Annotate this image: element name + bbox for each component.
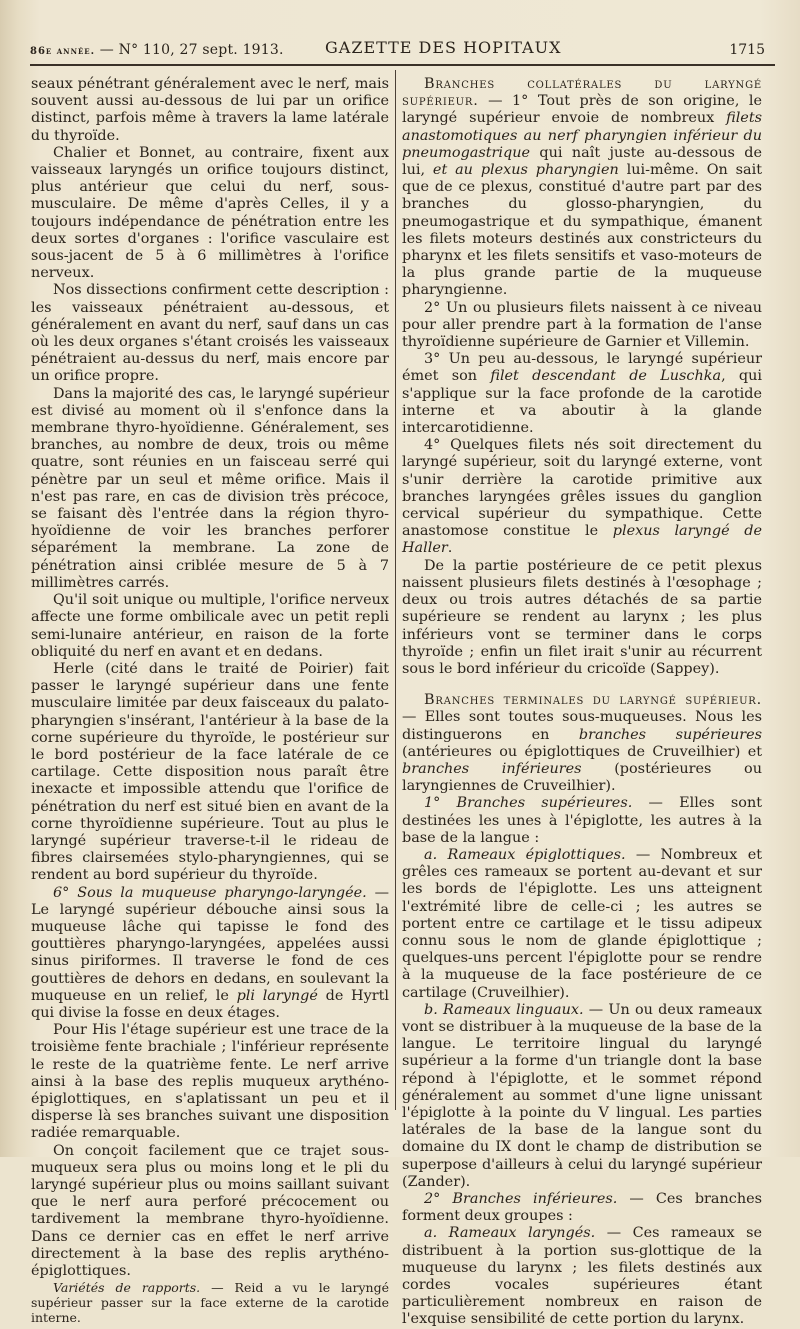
header-rule (30, 64, 775, 66)
sub-label: a. Rameaux épiglottiques. (424, 846, 626, 863)
paragraph-text: , qui s'applique sur la face profonde de la carotide interne et va aboutir à la glande intercarotidienne. (402, 368, 762, 437)
paragraph-text: (postérieures ou laryngiennes de Cruveilhier). (402, 760, 762, 795)
note-label: Variétés de rapports. (53, 1280, 201, 1296)
paragraph: Pour His l'étage supérieur est une trace de la troisième fente brachiale ; l'inférieur représente le reste de la quatrième fente. Le nerf arrive ainsi à la base des replis muqueux arythéno-épiglottiques, en s'aplatissant un peu et il disperse là ses branches suivant une disposition radiée remarquable. (31, 1022, 389, 1142)
paragraph-text: — Ces branches forment deux groupes : (402, 1191, 762, 1225)
term: branches inférieures (402, 760, 582, 777)
term: branches supérieures (578, 726, 762, 743)
paragraph-text: (antérieures ou épiglottiques de Cruveilhier) et (402, 743, 762, 760)
paragraph (402, 1225, 762, 1328)
term: et au plexus pharyngien (432, 162, 619, 179)
note-text: — Reid a vu le laryngé supérieur passer sur la face externe de la carotide interne. (31, 1280, 390, 1326)
paragraph-text: — Elles sont toutes sous-muqueuses. Nous les distinguerons en (402, 709, 762, 743)
paragraph-text: de Hyrtl qui divise la fosse en deux étages. (31, 987, 389, 1021)
issue-date: — N° 110, 27 sept. 1913. (99, 42, 284, 58)
right-column (402, 76, 762, 1329)
paragraph-text: — Ces rameaux se distribuent à la portion sus-glottique de la muqueuse du larynx ; les filets destinés aux cordes vocales supérieures étant particulièrement nombreux en raison de l'exquise sensibilité de cette portion du larynx. (402, 1225, 762, 1328)
column-divider (395, 70, 396, 1110)
paragraph-text: 4° Quelques filets nés soit directement du laryngé supérieur, soit du laryngé externe, vont s'unir derrière la carotide primitive aux branches laryngées grêles issues du ganglion cervical supérieur du sympathique. Cette anastomose constitue le (402, 437, 762, 540)
paragraph-text: qui naît juste au-dessous de lui, (402, 144, 762, 179)
section-spacer (402, 678, 762, 692)
paragraph-text: 1° Tout près de son origine, le laryngé supérieur envoie de nombreux (402, 93, 763, 127)
page-number: 1715 (729, 42, 765, 58)
paragraph-text: . (447, 540, 453, 557)
paragraph: seaux pénétrant généralement avec le nerf, mais souvent aussi au-dessous de lui par un orifice distinct, parfois même à travers la lame latérale du thyroïde. (31, 76, 389, 144)
left-column (31, 76, 389, 1325)
section-heading (402, 76, 762, 300)
paragraph-text: lui-même. On sait que de ce plexus, constitué d'autre part par des branches du glosso-pharyngien, du pneumogastrique et du sympathique, émanent les filets moteurs destinés aux constricteurs du pharynx et les filets sensitifs et vaso-moteurs de la plus grande partie de la muqueuse pharyngienne. (402, 162, 763, 299)
paragraph-text: — Nombreux et grêles ces rameaux se portent au-devant et sur les bords de l'épiglotte. Les uns atteignent l'extrémité libre de celle-ci ; les autres se portent entre ce cartilage et le tissu adipeux connu sous le nom de glande épiglottique ; quelques-uns percent l'épiglotte pour se rendre à la muqueuse de la face postérieure de ce cartilage (Cruveilhier). (402, 846, 762, 1001)
paragraph (402, 351, 762, 437)
paragraph: Herle (cité dans le traité de Poirier) fait passer le laryngé supérieur dans une fente musculaire limitée par deux faisceaux du palato-pharyngien s'insérant, l'antérieur à la base de la corne supérieure du thyroïde, le postérieur sur le bord postérieur de la face latérale de ce cartilage. Cette disposition nous paraît être inexacte et impossible attendu que l'orifice de pénétration du nerf est situé bien en avant de la corne thyroïdienne supérieure. Tout au plus le laryngé supérieur traverse-t-il le rideau de fibres clairsemées stylo-pharyngiennes, qui se rendent au bord supérieur du thyroïde. (31, 660, 389, 884)
paragraph: De la partie postérieure de ce petit plexus naissent plusieurs filets destinés à l'œsophage ; deux ou trois autres détachés de sa partie supérieure se rendent au larynx ; les plus inférieurs vont se terminer dans le corps thyroïde ; enfin un filet irait s'unir au récurrent sous le bord inférieur du cricoïde (Sappey). (402, 557, 762, 677)
paragraph: Chalier et Bonnet, au contraire, fixent aux vaisseaux laryngés un orifice toujours distinct, plus antérieur que celui du nerf, sous-musculaire. De même d'après Celles, il y a toujours indépendance de pénétration entre les deux sortes d'organes : l'orifice vasculaire est sous-jacent de 5 à 6 millimètres à l'orifice nerveux. (31, 144, 389, 282)
term: filets anastomotiques au nerf pharyngien inférieur du pneumogastrique (402, 110, 762, 161)
sub-label: b. Rameaux linguaux. (424, 1001, 584, 1018)
paragraph (31, 885, 389, 1023)
paragraph: 2° Un ou plusieurs filets naissent à ce niveau pour aller prendre part à la formation de l'anse thyroïdienne supérieure de Garnier et Villemin. (402, 299, 762, 351)
paragraph-text: — Un ou deux rameaux vont se distribuer à la muqueuse de la base de la langue. Le territoire lingual du laryngé supérieur a la forme d'un triangle dont la base répond à l'épiglotte, et le sommet répond généralement au sommet d'une ligne unissant l'épiglotte à la pointe du V lingual. Les parties latérales de la base de la langue sont du domaine du IX dont le champ de distribution se superpose d'ailleurs à celui du laryngé supérieur (Zander). (402, 1001, 762, 1190)
volume-label: 86e année. (30, 46, 96, 57)
section-label: 6° Sous la muqueuse pharyngo-laryngée. (53, 884, 367, 901)
term: plexus laryngé de Haller (402, 523, 762, 557)
paragraph (402, 847, 762, 1002)
sub-label: a. Rameaux laryngés. (424, 1225, 596, 1242)
journal-title: GAZETTE DES HOPITAUX (325, 38, 562, 57)
heading-text: Branches collatérales du laryngé supérieur. (402, 76, 762, 110)
paragraph (402, 795, 762, 847)
paragraph (402, 1002, 762, 1191)
paragraph: On conçoit facilement que ce trajet sous-muqueux sera plus ou moins long et le pli du laryngé supérieur plus ou moins saillant suivant que le nerf aura perforé précocement ou tardivement la membrane thyro-hyoïdienne. Dans ce dernier cas en effet le nerf arrive directement à la base des replis arythéno-épiglottiques. (31, 1142, 389, 1280)
paragraph: Nos dissections confirment cette description : les vaisseaux pénétraient au-dessous, et généralement en avant du nerf, sauf dans un cas où les deux organes s'étant croisés les vaisseaux pénétraient au-dessus du nerf, mais encore par un orifice propre. (31, 282, 389, 385)
issue-info (30, 42, 284, 58)
footnote (31, 1280, 389, 1325)
paragraph: Qu'il soit unique ou multiple, l'orifice nerveux affecte une forme ombilicale avec un petit repli semi-lunaire antérieur, en raison de la forte obliquité du nerf en avant et en dedans. (31, 592, 389, 660)
paragraph: Dans la majorité des cas, le laryngé supérieur est divisé au moment où il s'enfonce dans la membrane thyro-hyoïdienne. Généralement, ses branches, au nombre de deux, trois ou même quatre, sont réunies en un faisceau serré qui pénètre par un seul et même orifice. Mais il n'est pas rare, en cas de division très précoce, se faisant dès l'entrée dans la région thyro-hyoïdienne de voir les branches perforer séparément la membrane. La zone de pénétration ainsi criblée mesure de 5 à 7 millimètres carrés. (31, 385, 389, 591)
paragraph-text: 3° Un peu au-dessous, le laryngé supérieur émet son (402, 351, 762, 385)
heading-dash: — (478, 93, 513, 110)
heading-text: Branches terminales du laryngé supérieur. (424, 692, 762, 709)
paragraph (402, 1191, 762, 1225)
paragraph-text: — Elles sont destinées les unes à l'épiglotte, les autres à la base de la langue : (402, 795, 762, 846)
paragraph (402, 437, 762, 557)
sub-label: 1° Branches supérieures. (424, 795, 633, 812)
term: filet descendant de Luschka (490, 368, 722, 385)
sub-label: 2° Branches inférieures. (424, 1191, 618, 1207)
term: pli laryngé (236, 987, 318, 1004)
section-heading (402, 692, 762, 795)
paragraph-text: — Le laryngé supérieur débouche ainsi sous la muqueuse lâche qui tapisse le fond des gouttières pharyngo-laryngées, appelées aussi sinus piriformes. Il traverse le fond de ces gouttières de dehors en dedans, en soulevant la muqueuse en un relief, le (31, 884, 389, 1004)
